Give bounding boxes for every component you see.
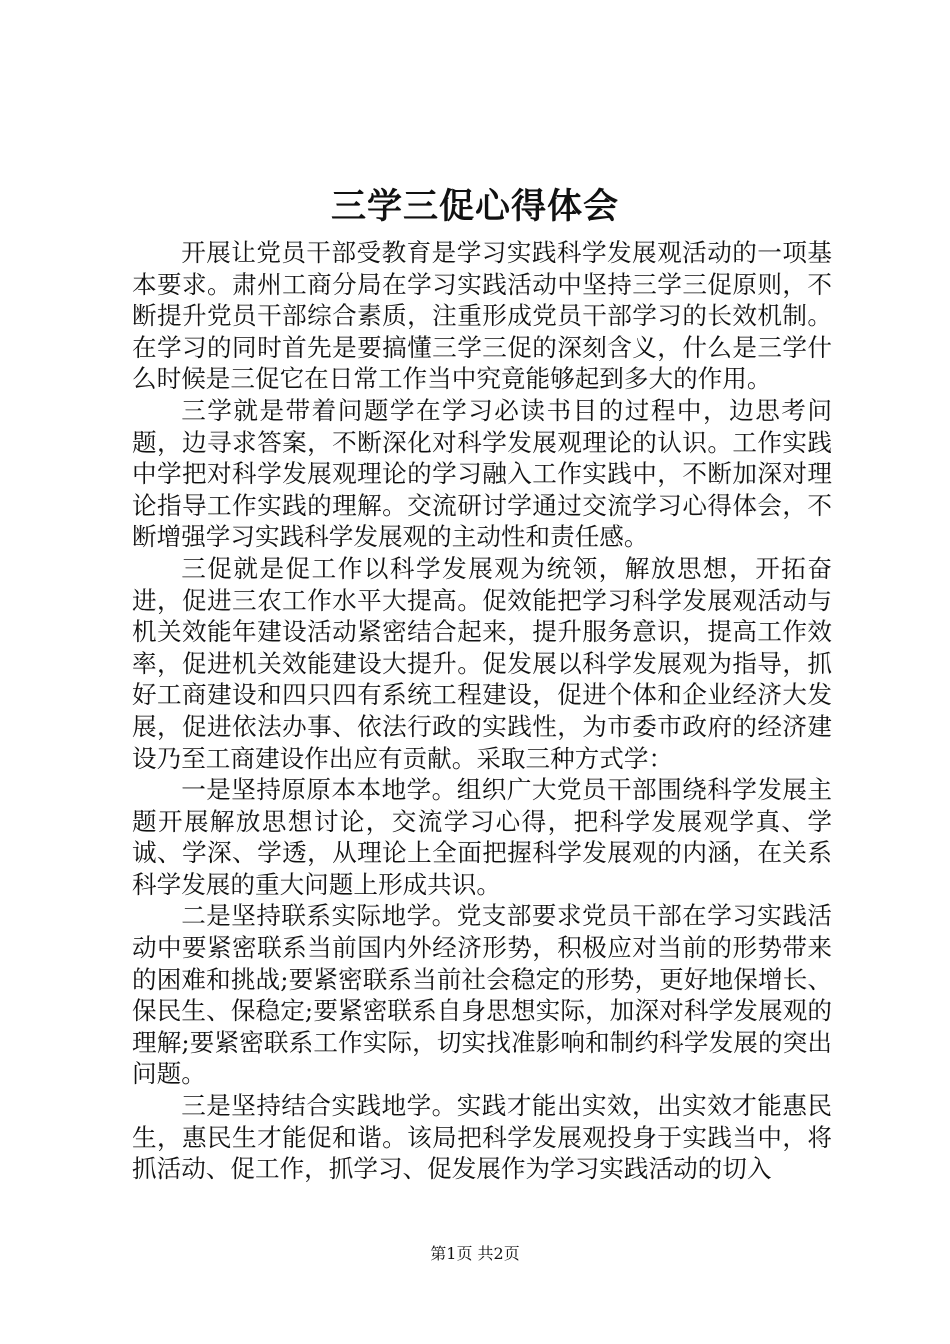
paragraph-method-two: 二是坚持联系实际地学。党支部要求党员干部在学习实践活动中要紧密联系当前国内外经济形势，积极应对当前的形势带来的困难和挑战;要紧密联系当前社会稳定的形势，更好地保增长、保民生、保稳定;要紧密联系自身思想实际，加深对科学发展观的理解;要紧密联系工作实际，切实找准影响和制约科学发展的突出问题。 — [132, 901, 832, 1089]
paragraph-method-three: 三是坚持结合实践地学。实践才能出实效，出实效才能惠民生，惠民生才能促和谐。该局把科学发展观投身于实践当中，将抓活动、促工作，抓学习、促发展作为学习实践活动的切入 — [132, 1091, 832, 1184]
paragraph-method-one: 一是坚持原原本本地学。组织广大党员干部围绕科学发展主题开展解放思想讨论，交流学习心得，把科学发展观学真、学诚、学深、学透，从理论上全面把握科学发展观的内涵，在关系科学发展的重大问题上形成共识。 — [132, 775, 832, 899]
document-title: 三学三促心得体会 — [330, 186, 619, 227]
page-number-footer: 第1页 共2页 — [430, 1244, 520, 1263]
paragraph-intro: 开展让党员干部受教育是学习实践科学发展观活动的一项基本要求。肃州工商分局在学习实践活动中坚持三学三促原则，不断提升党员干部综合素质，注重形成党员干部学习的长效机制。在学习的同时首先是要搞懂三学三促的深刻含义，什么是三学什么时候是三促它在日常工作当中究竟能够起到多大的作用。 — [132, 238, 832, 394]
document-body — [132, 237, 832, 1185]
paragraph-san-xue: 三学就是带着问题学在学习必读书目的过程中，边思考问题，边寻求答案，不断深化对科学发展观理论的认识。工作实践中学把对科学发展观理论的学习融入工作实践中，不断加深对理论指导工作实践的理解。交流研讨学通过交流学习心得体会，不断增强学习实践科学发展观的主动性和责任感。 — [132, 395, 832, 552]
paragraph-san-cu: 三促就是促工作以科学发展观为统领，解放思想，开拓奋进，促进三农工作水平大提高。促效能把学习科学发展观活动与机关效能年建设活动紧密结合起来，提升服务意识，提高工作效率，促进机关效能建设大提升。促发展以科学发展观为指导，抓好工商建设和四只四有系统工程建设，促进个体和企业经济大发展，促进依法办事、依法行政的实践性，为市委市政府的经济建设乃至工商建设作出应有贡献。采取三种方式学： — [132, 553, 832, 773]
